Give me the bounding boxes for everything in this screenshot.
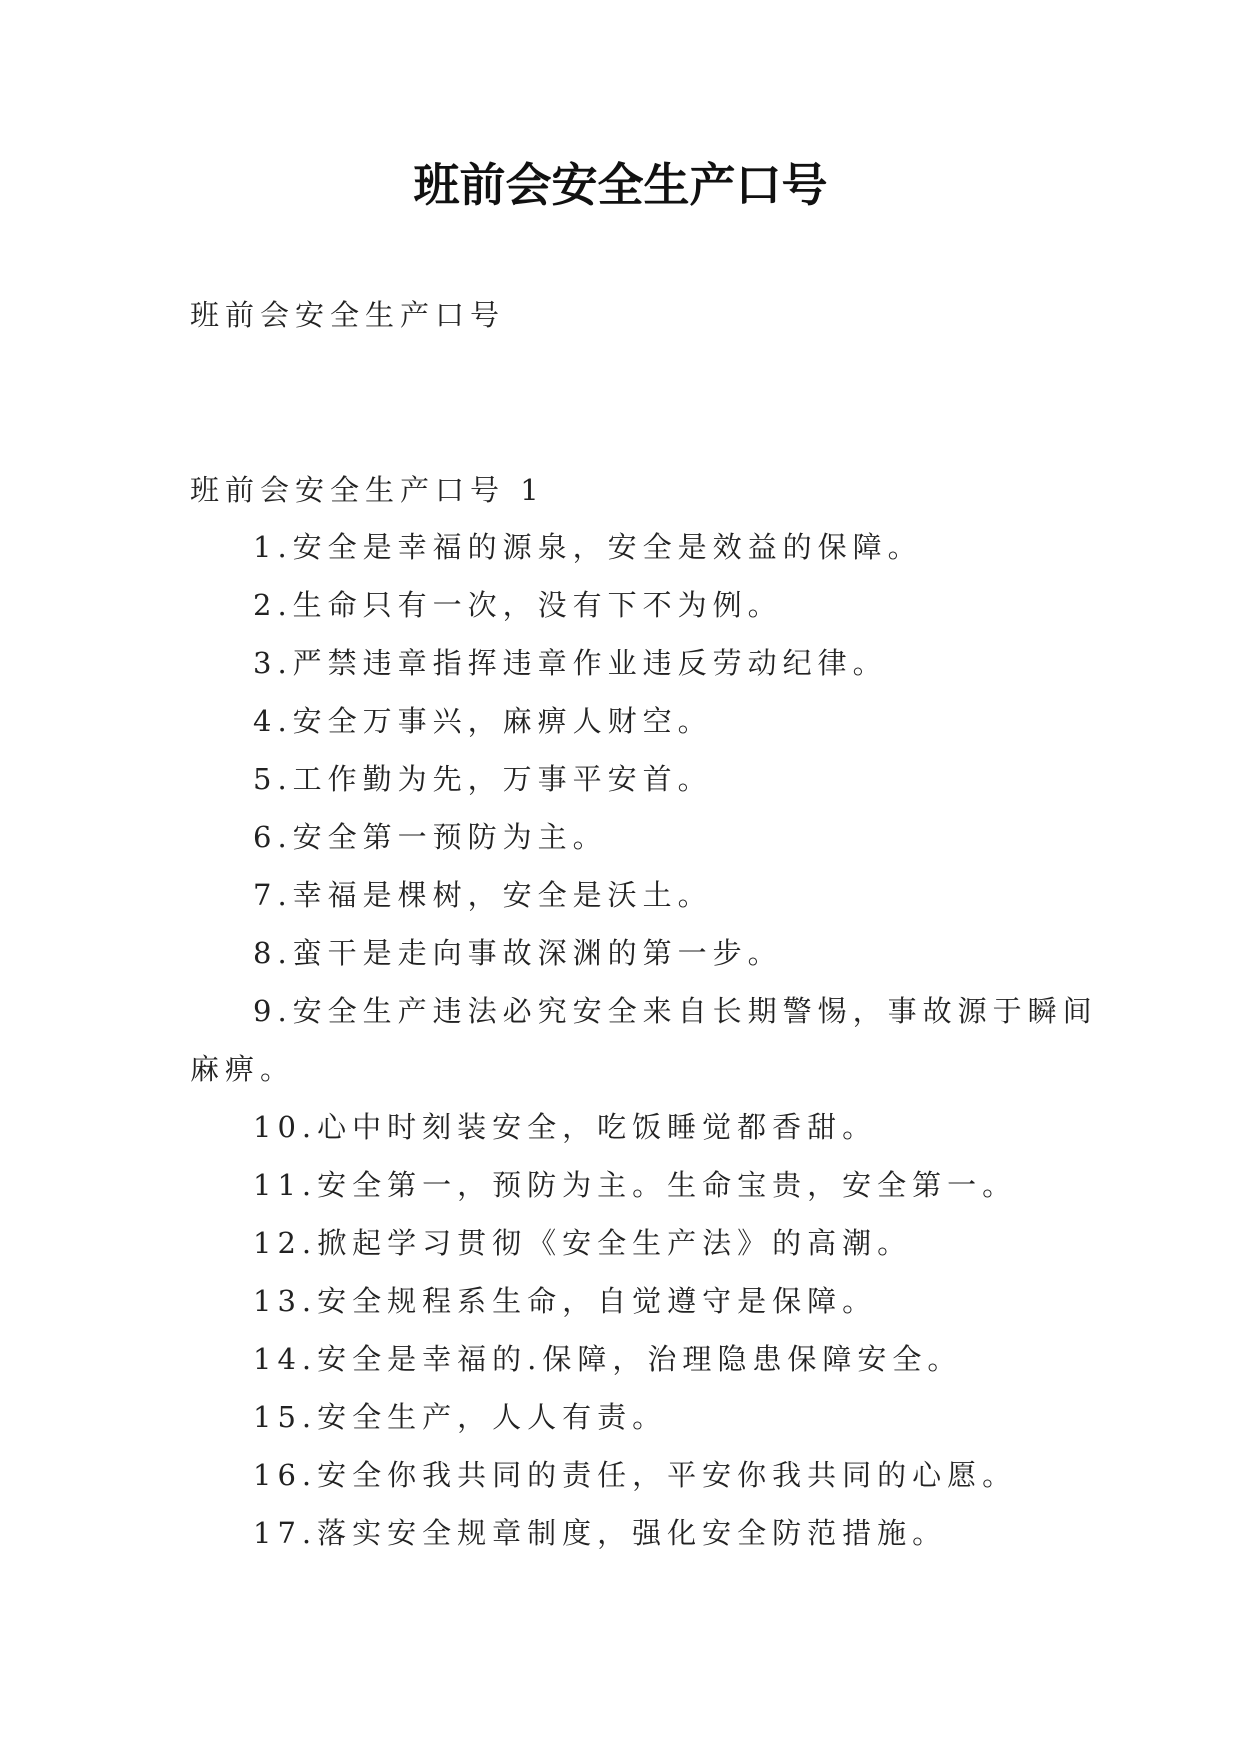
slogan-item: 14.安全是幸福的.保障，治理隐患保障安全。 — [253, 1342, 963, 1376]
slogan-item: 1.安全是幸福的源泉，安全是效益的保障。 — [253, 530, 923, 564]
slogan-item: 8.蛮干是走向事故深渊的第一步。 — [253, 936, 783, 970]
slogan-item: 5.工作勤为先，万事平安首。 — [253, 762, 713, 796]
document-subtitle: 班前会安全生产口号 — [190, 298, 506, 332]
slogan-item: 7.幸福是棵树，安全是沃土。 — [253, 878, 713, 912]
slogan-item: 12.掀起学习贯彻《安全生产法》的高潮。 — [253, 1226, 913, 1260]
slogan-item: 11.安全第一，预防为主。生命宝贵，安全第一。 — [253, 1168, 1018, 1202]
slogan-item: 4.安全万事兴，麻痹人财空。 — [253, 704, 713, 738]
slogan-item-continuation: 麻痹。 — [190, 1052, 296, 1086]
section-heading: 班前会安全生产口号 1 — [190, 473, 545, 507]
slogan-item: 3.严禁违章指挥违章作业违反劳动纪律。 — [253, 646, 888, 680]
slogan-item: 10.心中时刻装安全，吃饭睡觉都香甜。 — [253, 1110, 878, 1144]
slogan-item: 17.落实安全规章制度，强化安全防范措施。 — [253, 1516, 948, 1550]
slogan-item: 6.安全第一预防为主。 — [253, 820, 608, 854]
slogan-item: 16.安全你我共同的责任，平安你我共同的心愿。 — [253, 1458, 1018, 1492]
slogan-item: 9.安全生产违法必究安全来自长期警惕，事故源于瞬间 — [253, 994, 1098, 1028]
slogan-item: 13.安全规程系生命，自觉遵守是保障。 — [253, 1284, 878, 1318]
document-title: 班前会安全生产口号 — [413, 158, 828, 212]
slogan-item: 15.安全生产，人人有责。 — [253, 1400, 668, 1434]
slogan-item: 2.生命只有一次，没有下不为例。 — [253, 588, 783, 622]
